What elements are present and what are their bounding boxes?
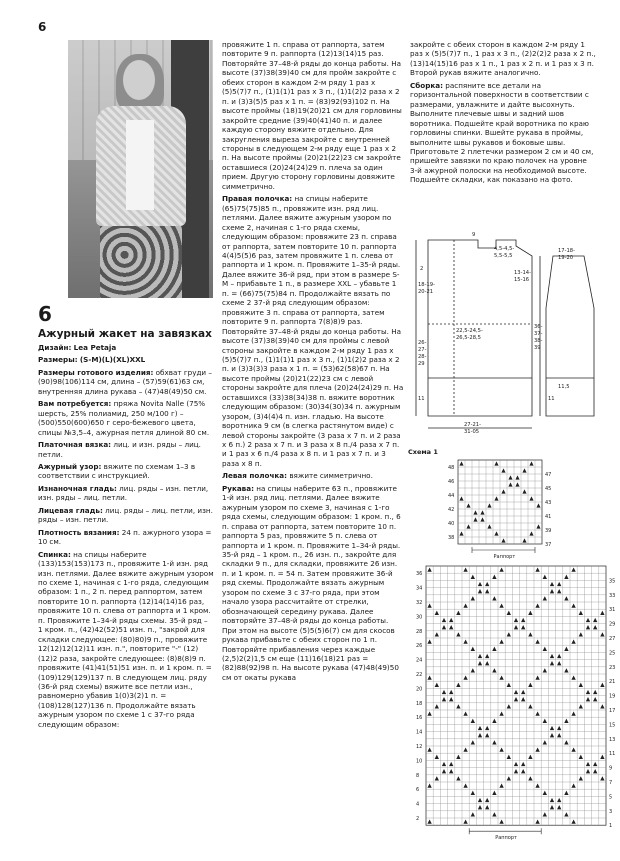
chart2-row-left: 24 — [416, 657, 423, 664]
chart2-row-right: 11 — [609, 751, 616, 758]
chart2-row-right: 1 — [609, 823, 613, 830]
chart1-row-right: 43 — [545, 500, 552, 506]
dim-bottom-2731: 27-21- — [464, 422, 481, 428]
finished-value: обхват груди – (90)98(106)114 см, длина – (57)59(61)63 см, внутренняя длина рукава – (47)48(49)50 см. — [38, 367, 212, 396]
chart1-row-right: 37 — [545, 542, 552, 548]
chart2-row-left: 2 — [416, 816, 420, 822]
chart2-row-right: 29 — [609, 621, 616, 628]
dim-rh-37: 37- — [534, 331, 543, 337]
chart2-row-left: 18 — [416, 700, 423, 707]
chart2-row-right: 33 — [609, 592, 616, 599]
chart2-row-left: 6 — [416, 787, 420, 794]
chart2-row-right: 23 — [609, 664, 616, 671]
dim-right-1314: 13-14- — [514, 270, 531, 276]
chart2-row-left: 30 — [416, 614, 423, 621]
chart1-label: Схема 1 — [408, 448, 438, 456]
design-label: Дизайн: — [38, 343, 72, 352]
dim-rh-36: 36- — [534, 324, 543, 330]
pattern-number: 6 — [38, 302, 52, 326]
dim-lh-27: 27- — [418, 347, 427, 353]
left-front-value: вяжите симметрично. — [289, 471, 373, 481]
chart1-row-right: 45 — [545, 486, 552, 492]
right-front-value: на спицы наберите (65)75(75)85 п., провяжите изн. ряд лиц. петлями. Далее вяжите ажурным узором по схеме 2, начиная с 1-го ряда схемы, следующим образом: провяжите 23 п. справа от раппорта, затем повторите 10 п. раппорта 4(4)5(5)6 раз, затем провяжите 1 п. слева от раппорта и 1 кром. п. Провяжите 1–35-й ряды. Далее вяжите 36-й ряд, при этом в размере S-M – прибавьте 1 п., в размере XXL – убавьте 1 п. = (66)75(75)84 п. Продолжайте вязать по схеме 2 37-й ряд следующим образом: провяжите 3 п. справа от раппорта, затем повторите 9 п. раппорта 7(8)8)9 раз. Повторяйте 37–48-й ряды до конца работы. На высоте (37)38(39)40 см для проймы с левой стороны закройте в каждом 2-м ряду 1 раз х (5)5(7)7 п., (1)1(1)1 раз х 3 п., (1)1(2)2 раза х 2 п. и (3)3(3)3 раза х 1 п. = (53)62(58)67 п. На высоте проймы (20)21(22)23 см с левой стороны закройте для плеча (20)24(24)29 п. На оставшихся (33)38(34)38 п. вяжите воротник следующим образом: (30)34(30)34 п. ажурным узором, (3)4(4)4 п. изн. гладью. На высоте воротника 9 см (в слегка растянутом виде) с левой стороны закройте (3 раза х 7 п. и 2 раза х 6 п.) 2 раза х 7 п. и 3 раза х 8 п./4 раза х 7 п. и 1 раз х 6 п./4 раза х 8 п. и 1 раз х 7 п. и 3 раза х 8 п. — [222, 194, 404, 468]
column-3 — [410, 40, 596, 188]
lace-label: Ажурный узор: — [38, 461, 102, 471]
sleeves-label: Рукава: — [222, 483, 254, 493]
dim-left-2021: 20-21 — [418, 289, 434, 295]
dim-bottom-3105: 31-05 — [464, 429, 480, 435]
chart2-row-right: 9 — [609, 765, 613, 772]
chart1-row-right: 39 — [545, 528, 552, 534]
chart2-row-left: 36 — [416, 571, 423, 578]
chart2-row-right: 31 — [609, 607, 616, 614]
dim-side-45: 4,5-4,5- — [494, 246, 515, 252]
dim-left-1819: 18-19- — [418, 282, 435, 288]
back-label: Спинка: — [38, 549, 71, 559]
dim-sleeve-top2: 19-20 — [558, 255, 574, 261]
chart1-row-left: 44 — [448, 493, 455, 499]
dim-sleeve-bottom: 11 — [548, 396, 555, 402]
lace-value: вяжите по схемам 1–3 в соответствии с инструкцией. — [38, 461, 196, 481]
dim-right-1516: 15-16 — [514, 277, 530, 283]
back-value: на спицы наберите (133)153(153)173 п., провяжите 1-й изн. ряд изн. петлями. Далее вяжите ажурным узором по схеме 1, начиная с 1-го ряда, следующим образом: 1 п., 2 п. перед раппортом, затем повторите 10 п. раппорта (12)14(14)16 раз, провяжите 10 п. слева от раппорта и 1 кром. п. Провяжите 1–34-й ряды схемы. 35-й ряд – 1 кром. п., (42)42(52)51 изн. п., "закрой для складки следующее: (80)80)9 п., провяжите 12(12)12(12)11 изн. п.", повторите "-" (12)(12)2 раза, закройте следующее: (8)8(8)9 п. провяжите (41)41(51)51 изн. п. и 1 кром. п. = (109)129(129)137 п. В следующем лиц. ряду (36-й ряд схемы) вяжите все петли изн., равномерно убавив 1(0)3(2)1 п. = (108)128(127)136 п. Продолжайте вязать ажурным узором по схеме 1 с 37-го ряда следующим образом: — [38, 549, 214, 729]
chart2-row-left: 8 — [416, 772, 420, 779]
garment-schematic — [408, 228, 598, 440]
sleeves-continued: закройте с обеих сторон в каждом 2-м ряду 1 раз х (5)5(7)7 п., 1 раз х 3 п., (2)2(2)2 раза х 2 п., (13)14(15)16 раз х 1 п., 1 раз х 2 п. и 1 раз х 3 п. Второй рукав вяжите аналогично. — [410, 40, 596, 78]
chart2-row-left: 16 — [416, 715, 423, 722]
chart1-repeat-label: Раппорт — [493, 554, 516, 560]
chart2-row-right: 3 — [609, 808, 613, 815]
left-front-label: Левая полочка: — [222, 471, 288, 481]
chart1-row-left: 48 — [448, 465, 455, 471]
assembly-value: распяните все детали на горизонтальной поверхности в соответствии с размерами, увлажните и дайте высохнуть. Выполните плечевые швы и задний шов воротника. Подшейте край воротника по краю горловины спинки. Вшейте рукава в проймы, выполните швы рукавов и боковые швы. Приготовьте 2 плетечки размером 2 см и 40 см, пришейте завязки по краю полочек на уровне 3-й ажурной полоски на необходимой высоте. Подшейте складки, как показано на фото. — [410, 80, 594, 185]
sizes-value: (S-M)(L)(XL)XXL — [79, 355, 146, 365]
dim-rh-38: 38- — [534, 338, 543, 344]
chart2-row-left: 26 — [416, 643, 423, 650]
right-front-label: Правая полочка: — [222, 194, 293, 204]
chart1-row-left: 42 — [448, 507, 455, 513]
chart2-grid — [416, 566, 615, 841]
garter-label: Платочная вязка: — [38, 440, 112, 450]
chart2-row-left: 4 — [416, 801, 420, 808]
dim-rh-39: 39 — [534, 345, 541, 351]
assembly-label: Сборка: — [410, 80, 443, 90]
dim-center: 22,5-24,5- — [456, 328, 483, 334]
materials-value: пряжа Novita Nalle (75% шерсть, 25% полиамид, 250 м/100 г) – (500)550(600)650 г серо-бежевого цвета, спицы №3,5–4, ажурная петля длиной 80 см. — [38, 399, 210, 437]
chart2-row-left: 28 — [416, 628, 423, 635]
chart1-row-left: 38 — [448, 535, 455, 541]
sizes-label: Размеры: — [38, 355, 78, 365]
chart2-row-right: 7 — [609, 780, 613, 786]
chart1-row-right: 47 — [545, 472, 552, 478]
chart2-row-left: 32 — [416, 600, 423, 606]
pattern-title: Ажурный жакет на завязках — [38, 328, 212, 340]
chart2-repeat-label: Раппорт — [495, 835, 517, 842]
dim-side-2: 2 — [420, 266, 424, 272]
dim-lh-29: 29 — [418, 361, 425, 367]
chart2-row-left: 34 — [416, 585, 423, 592]
dim-side-55: 5,5-5,5 — [494, 253, 513, 259]
chart1-row-left: 46 — [448, 479, 455, 485]
sleeves-value: на спицы наберите 63 п., провяжите 1-й изн. ряд лиц. петлями. Далее вяжите ажурным узором по схеме 3, начиная с 1-го ряда схемы, следующим образом: 1 кром. п., 6 п. справа от раппорта, затем повторите 10 п. раппорта 5 раз, провяжите 5 п. слева от раппорта и 1 кром. п. Провяжите 1–34-й ряды. 35-й ряд – 1 кром. п., 26 изн. п., закройте для складки 9 п., для складки, провяжите 26 изн. п. и 1 кром. п. = 54 п. Затем провяжите 36-й ряд схемы. Продолжайте вязать ажурным узором по схеме 3 с 37-го ряда, при этом начало узора рассчитайте от стрелки, обозначающей середину рукава. Далее повторяйте 37–48-й ряды до конца работы. При этом на высоте (5)5(5)6(7) см для скосов рукава прибавьте с обеих сторон по 1 п. Повторяйте прибавления через каждые (2,5)2(2)1,5 см еще (11)16(18)21 раз = (82)88(92)98 п. На высоте рукава (47)48(49)50 см от окаты рукава — [222, 483, 401, 682]
stockinette-label: Лицевая гладь: — [38, 505, 103, 515]
reverse-stockinette-label: Изнаночная гладь: — [38, 483, 117, 493]
chart1-row-right: 41 — [545, 514, 552, 520]
stockinette-value: лиц. ряды – лиц. петли, изн. ряды – изн. петли. — [38, 505, 213, 525]
chart2-row-left: 20 — [416, 686, 423, 693]
chart1-row-left: 40 — [448, 521, 455, 527]
chart1-grid — [448, 460, 551, 560]
lace-chart-2 — [410, 562, 616, 852]
chart2-row-right: 19 — [609, 693, 616, 700]
chart2-row-left: 12 — [416, 744, 423, 750]
gauge-label: Плотность вязания: — [38, 527, 120, 537]
gauge-value: 24 п. ажурного узора = 10 см. — [38, 527, 212, 547]
chart2-row-right: 5 — [609, 794, 613, 801]
dim-center2: 26,5-28,5 — [456, 335, 481, 341]
dim-lh-28: 28- — [418, 354, 427, 360]
dim-arrow-115: 11,5 — [558, 384, 570, 390]
finished-label: Размеры готового изделия: — [38, 367, 154, 377]
chart2-row-right: 17 — [609, 708, 616, 714]
reverse-stockinette-value: лиц. ряды – изн. петли, изн. ряды – лиц. петли. — [38, 483, 209, 503]
chart2-row-right: 25 — [609, 650, 616, 657]
model-photo — [68, 40, 213, 298]
dim-sleeve-top: 17-18- — [558, 248, 575, 254]
page-number: 6 — [38, 20, 47, 34]
chart2-row-right: 21 — [609, 679, 616, 686]
garter-value: лиц. и изн. ряды – лиц. петли. — [38, 440, 201, 459]
column-2 — [222, 40, 404, 685]
materials-label: Вам потребуется: — [38, 399, 112, 409]
chart2-row-left: 14 — [416, 729, 423, 736]
chart2-row-right: 15 — [609, 722, 616, 729]
design-value: Lea Petaja — [73, 343, 117, 352]
lace-chart-1 — [440, 456, 560, 564]
dim-lh-26: 26- — [418, 340, 427, 346]
chart2-row-right: 13 — [609, 736, 616, 743]
column-1 — [38, 328, 214, 732]
chart2-row-right: 27 — [609, 636, 616, 642]
dim-top-9: 9 — [472, 232, 476, 238]
dim-bottom-11: 11 — [418, 396, 425, 402]
chart2-row-left: 22 — [416, 672, 423, 678]
back-continued: провяжите 1 п. справа от раппорта, затем повторите 9 п. раппорта (12)13(14)15 раз. Повторяйте 37–48-й ряды до конца работы. На высоте (37)38(39)40 см для пройм закройте с обеих сторон в каждом 2-м ряду 1 раз х (5)5(7)7 п., (1)1(1)1 раз х 3 п., (1)1(2)2 раза х 2 п. и (3)3(5)5 раз х 1 п. = (83)92(93)102 п. На высоте проймы (18)19(20)21 см для горловины закройте средние (39)40(41)40 п. и далее каждую сторону вяжите отдельно. Для закругления выреза закройте с внутренней стороны в следующем 2-м ряду еще 1 раз х 2 п. На высоте проймы (20)21(22)23 см закройте оставшиеся (20)24(24)29 п. плеча за один прием. Другую сторону горловины довяжите симметрично. — [222, 40, 402, 191]
chart2-row-right: 35 — [609, 578, 616, 585]
chart2-row-left: 10 — [416, 758, 423, 765]
